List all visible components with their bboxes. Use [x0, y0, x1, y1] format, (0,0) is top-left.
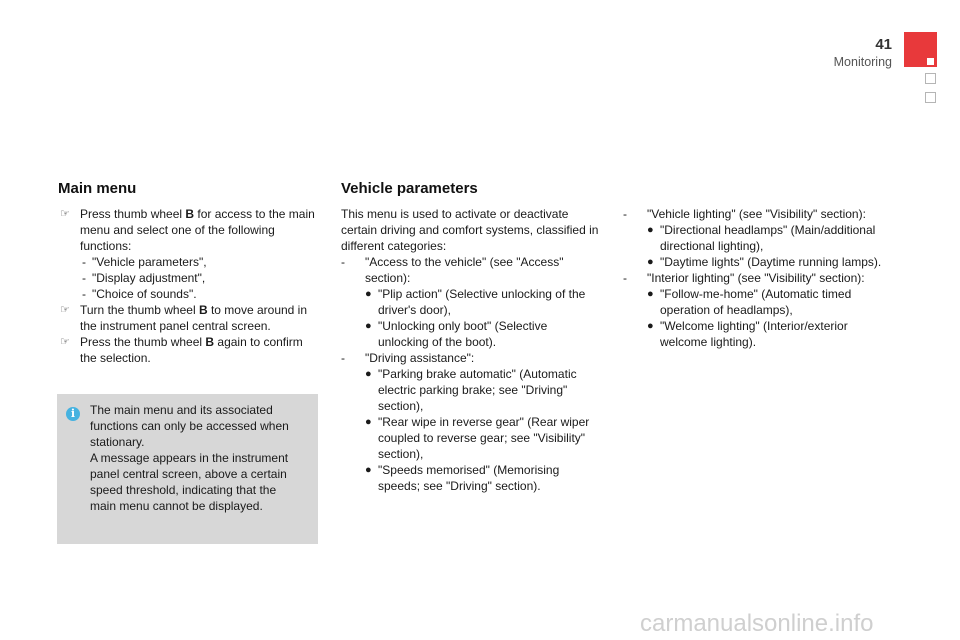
section-tab-empty-1[interactable]: [925, 73, 936, 84]
step-2-text-end: to move around in the instrument panel central screen.: [80, 303, 308, 333]
function-label: "Vehicle parameters",: [92, 255, 207, 269]
category-item: [341, 254, 601, 286]
dash-icon: -: [82, 271, 86, 285]
function-item: [58, 286, 320, 302]
sub-item-label: "Welcome lighting" (Interior/exterior welcome lighting).: [660, 319, 848, 349]
step-1: [58, 206, 320, 254]
sub-item-label: "Daytime lights" (Daytime running lamps).: [660, 255, 882, 269]
arrow-icon: ☞: [60, 304, 70, 316]
watermark: carmanualsonline.info: [640, 610, 874, 637]
section-tab-marker: [927, 58, 934, 65]
sub-item: [341, 462, 601, 494]
function-label: "Display adjustment",: [92, 271, 206, 285]
vehicle-parameters-column-2: [623, 206, 888, 350]
bullet-icon: ●: [365, 464, 372, 476]
sub-item: [623, 286, 888, 318]
info-box: [57, 394, 318, 544]
section-tab-empty-2[interactable]: [925, 92, 936, 103]
sub-item-label: "Speeds memorised" (Memorising speeds; see "Driving" section).: [378, 463, 560, 493]
thumb-wheel-key: B: [185, 207, 195, 221]
bullet-icon: ●: [647, 256, 654, 268]
info-line-2: A message appears in the instrument panel central screen, above a certain speed threshold, indicating that the main menu cannot be displayed.: [90, 451, 289, 513]
arrow-icon: ☞: [60, 336, 70, 348]
category-item: [623, 206, 888, 222]
category-label: "Access to the vehicle" (see "Access" section):: [365, 255, 564, 285]
sub-item-label: "Parking brake automatic" (Automatic electric parking brake; see "Driving" section),: [378, 367, 577, 413]
bullet-icon: ●: [647, 224, 654, 236]
step-2-text: Turn the thumb wheel: [80, 303, 199, 317]
step-3-text: Press the thumb wheel: [80, 335, 206, 349]
thumb-wheel-key: B: [198, 303, 208, 317]
function-item: [58, 270, 320, 286]
dash-icon: -: [82, 255, 86, 269]
sub-item: [623, 222, 888, 254]
bullet-icon: ●: [365, 416, 372, 428]
vehicle-parameters-column-1: [341, 206, 601, 494]
vehicle-parameters-intro: This menu is used to activate or deactivate certain driving and comfort systems, classified in different categories:: [341, 207, 599, 253]
thumb-wheel-key: B: [205, 335, 215, 349]
step-2: [58, 302, 320, 334]
sub-item-label: "Rear wipe in reverse gear" (Rear wiper coupled to reverse gear; see "Visibility" section),: [378, 415, 590, 461]
sub-item: [341, 414, 601, 462]
sub-item-label: "Follow-me-home" (Automatic timed operation of headlamps),: [660, 287, 852, 317]
sub-item-label: "Unlocking only boot" (Selective unlocking of the boot).: [378, 319, 548, 349]
bullet-icon: ●: [365, 368, 372, 380]
category-label: "Driving assistance":: [365, 351, 475, 365]
function-label: "Choice of sounds".: [92, 287, 197, 301]
sub-item: [341, 286, 601, 318]
main-menu-heading: Main menu: [58, 180, 137, 197]
info-text: [90, 402, 302, 514]
bullet-icon: ●: [647, 288, 654, 300]
dash-icon: -: [623, 207, 627, 221]
dash-icon: -: [341, 351, 345, 365]
arrow-icon: ☞: [60, 208, 70, 220]
step-3-text-end: again to confirm the selection.: [80, 335, 303, 365]
category-item: [341, 350, 601, 366]
bullet-icon: ●: [365, 288, 372, 300]
bullet-icon: ●: [365, 320, 372, 332]
dash-icon: -: [623, 271, 627, 285]
bullet-icon: ●: [647, 320, 654, 332]
step-1-text-end: for access to the main menu and select one of the following functions:: [80, 207, 315, 253]
dash-icon: -: [82, 287, 86, 301]
sub-item: [341, 366, 601, 414]
info-line-1: The main menu and its associated functions can only be accessed when stationary.: [90, 403, 289, 449]
category-item: [623, 270, 888, 286]
step-1-text: Press thumb wheel: [80, 207, 186, 221]
vehicle-parameters-heading: Vehicle parameters: [341, 180, 478, 197]
sub-item: [623, 254, 888, 270]
category-label: "Vehicle lighting" (see "Visibility" section):: [647, 207, 866, 221]
step-3: [58, 334, 320, 366]
dash-icon: -: [341, 255, 345, 269]
page-number: 41: [875, 36, 892, 53]
function-item: [58, 254, 320, 270]
sub-item-label: "Directional headlamps" (Main/additional directional lighting),: [660, 223, 876, 253]
sub-item: [341, 318, 601, 350]
category-label: "Interior lighting" (see "Visibility" section):: [647, 271, 865, 285]
main-menu-steps: [58, 206, 320, 366]
sub-item: [623, 318, 888, 350]
section-title: Monitoring: [833, 55, 892, 69]
info-icon: i: [66, 407, 80, 421]
sub-item-label: "Plip action" (Selective unlocking of the driver's door),: [378, 287, 586, 317]
